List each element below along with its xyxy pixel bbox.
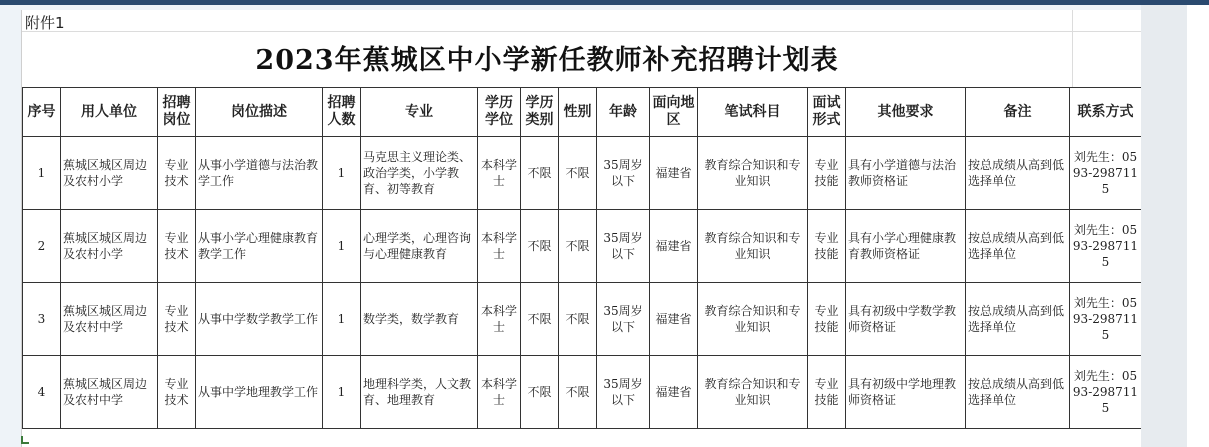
cell-degree-type: 不限 [521, 283, 559, 356]
cell-contact: 刘先生：0593-2987115 [1070, 137, 1142, 210]
cell-region: 福建省 [650, 356, 698, 429]
cell-index: 4 [23, 356, 61, 429]
cell-gender: 不限 [559, 283, 597, 356]
cell-index: 1 [23, 137, 61, 210]
table-header-row [23, 88, 1142, 137]
cell-degree: 本科学士 [478, 137, 521, 210]
cell-interview: 专业技能 [808, 356, 846, 429]
cell-remarks: 按总成绩从高到低选择单位 [966, 356, 1070, 429]
header-cell: 学历学位 [478, 88, 521, 137]
cell-degree: 本科学士 [478, 283, 521, 356]
cell-headcount: 1 [323, 283, 361, 356]
header-cell: 用人单位 [61, 88, 158, 137]
cell-interview: 专业技能 [808, 137, 846, 210]
cell-other-requirements: 具有初级中学数学教师资格证 [846, 283, 966, 356]
cell-gender: 不限 [559, 356, 597, 429]
cell-major: 马克思主义理论类、政治学类，小学教育、初等教育 [361, 137, 478, 210]
cell-age: 35周岁以下 [597, 356, 650, 429]
cell-description: 从事小学道德与法治教学工作 [196, 137, 323, 210]
cell-interview: 专业技能 [808, 283, 846, 356]
table-row [23, 137, 1142, 210]
cell-region: 福建省 [650, 210, 698, 283]
spreadsheet-sheet [21, 10, 1142, 447]
annex-label: 附件1 [25, 14, 65, 32]
cell-index: 2 [23, 210, 61, 283]
cell-other-requirements: 具有小学心理健康教育教师资格证 [846, 210, 966, 283]
cell-written-exam: 教育综合知识和专业知识 [698, 210, 808, 283]
header-cell: 笔试科目 [698, 88, 808, 137]
cell-position: 专业技术 [158, 356, 196, 429]
cell-major: 地理科学类，人文教育、地理教育 [361, 356, 478, 429]
cell-employer: 蕉城区城区周边及农村小学 [61, 137, 158, 210]
recruitment-plan-table [22, 87, 1142, 429]
cell-contact: 刘先生：0593-2987115 [1070, 356, 1142, 429]
cell-degree-type: 不限 [521, 356, 559, 429]
table-row [23, 210, 1142, 283]
header-cell: 年龄 [597, 88, 650, 137]
page-title: 2023年蕉城区中小学新任教师补充招聘计划表 [255, 45, 839, 76]
window-top-bar [0, 0, 1209, 5]
cell-interview: 专业技能 [808, 210, 846, 283]
cell-degree: 本科学士 [478, 356, 521, 429]
cell-region: 福建省 [650, 283, 698, 356]
header-cell: 招聘人数 [323, 88, 361, 137]
cell-age: 35周岁以下 [597, 137, 650, 210]
cell-position: 专业技术 [158, 210, 196, 283]
cell-employer: 蕉城区城区周边及农村中学 [61, 356, 158, 429]
cell-written-exam: 教育综合知识和专业知识 [698, 356, 808, 429]
cell-index: 3 [23, 283, 61, 356]
cell-remarks: 按总成绩从高到低选择单位 [966, 210, 1070, 283]
cell-major: 数学类，数学教育 [361, 283, 478, 356]
cell-contact: 刘先生：0593-2987115 [1070, 283, 1142, 356]
cell-position: 专业技术 [158, 137, 196, 210]
table-row [23, 356, 1142, 429]
header-cell: 学历类别 [521, 88, 559, 137]
cell-headcount: 1 [323, 137, 361, 210]
cell-headcount: 1 [323, 356, 361, 429]
cell-degree-type: 不限 [521, 210, 559, 283]
cell-other-requirements: 具有初级中学地理教师资格证 [846, 356, 966, 429]
side-panel [1141, 5, 1187, 447]
cell-contact: 刘先生：0593-2987115 [1070, 210, 1142, 283]
header-cell: 岗位描述 [196, 88, 323, 137]
header-cell: 备注 [966, 88, 1070, 137]
cell-degree-type: 不限 [521, 137, 559, 210]
header-cell: 其他要求 [846, 88, 966, 137]
header-cell: 面向地区 [650, 88, 698, 137]
cell-headcount: 1 [323, 210, 361, 283]
cell-written-exam: 教育综合知识和专业知识 [698, 283, 808, 356]
grid-line [22, 31, 1072, 32]
cell-age: 35周岁以下 [597, 283, 650, 356]
cell-gender: 不限 [559, 210, 597, 283]
cell-degree: 本科学士 [478, 210, 521, 283]
cell-corner-marker [21, 436, 29, 444]
cell-description: 从事小学心理健康教育教学工作 [196, 210, 323, 283]
table-row [23, 283, 1142, 356]
cell-position: 专业技术 [158, 283, 196, 356]
cell-written-exam: 教育综合知识和专业知识 [698, 137, 808, 210]
header-cell: 联系方式 [1070, 88, 1142, 137]
header-cell: 专业 [361, 88, 478, 137]
cell-employer: 蕉城区城区周边及农村中学 [61, 283, 158, 356]
cell-age: 35周岁以下 [597, 210, 650, 283]
cell-description: 从事中学数学教学工作 [196, 283, 323, 356]
cell-other-requirements: 具有小学道德与法治教师资格证 [846, 137, 966, 210]
cell-remarks: 按总成绩从高到低选择单位 [966, 137, 1070, 210]
header-cell: 性别 [559, 88, 597, 137]
cell-region: 福建省 [650, 137, 698, 210]
cell-major: 心理学类，心理咨询与心理健康教育 [361, 210, 478, 283]
header-cell: 面试形式 [808, 88, 846, 137]
cell-gender: 不限 [559, 137, 597, 210]
grid-line [1072, 10, 1073, 87]
cell-description: 从事中学地理教学工作 [196, 356, 323, 429]
grid-line [1072, 31, 1142, 32]
cell-remarks: 按总成绩从高到低选择单位 [966, 283, 1070, 356]
scrollbar-track[interactable] [1187, 5, 1209, 447]
header-cell: 招聘岗位 [158, 88, 196, 137]
cell-employer: 蕉城区城区周边及农村小学 [61, 210, 158, 283]
header-cell: 序号 [23, 88, 61, 137]
